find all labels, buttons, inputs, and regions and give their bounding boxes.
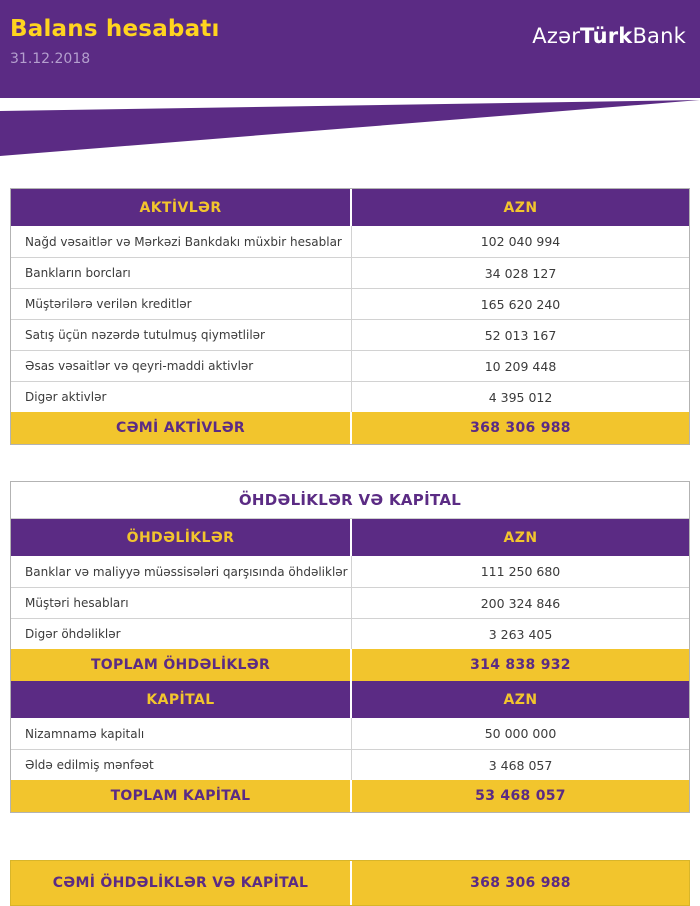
grand-total-row <box>11 861 689 905</box>
assets-total-row <box>11 412 689 444</box>
assets-table <box>10 188 690 445</box>
page-title: Balans hesabatı <box>10 16 220 42</box>
row-value: 50 000 000 <box>484 726 557 741</box>
row-label: Digər öhdəliklər <box>11 619 352 649</box>
total-label: TOPLAM ÖHDƏLİKLƏR <box>11 649 352 681</box>
table-row <box>11 350 689 381</box>
row-value: 4 395 012 <box>488 389 553 405</box>
row-value: 3 468 057 <box>488 757 553 773</box>
row-value: 10 209 448 <box>484 358 557 374</box>
page-header <box>0 0 700 98</box>
total-label: TOPLAM KAPİTAL <box>11 780 352 812</box>
grand-total-label: CƏMİ ÖHDƏLİKLƏR VƏ KAPİTAL <box>11 861 352 905</box>
liabilities-currency-header: AZN <box>503 529 538 546</box>
row-label: Əsas vəsaitlər və qeyri-maddi aktivlər <box>11 351 352 381</box>
logo-part-turk: Türk <box>580 24 633 48</box>
row-value: 34 028 127 <box>484 265 557 281</box>
row-label: Digər aktivlər <box>11 382 352 412</box>
row-value: 52 013 167 <box>484 327 557 343</box>
row-label: Müştəri hesabları <box>11 588 352 618</box>
total-value: 314 838 932 <box>470 657 571 673</box>
row-label: Müştərilərə verilən kreditlər <box>11 289 352 319</box>
diagonal-decoration <box>0 98 700 158</box>
row-value: 102 040 994 <box>480 234 561 249</box>
liabilities-column-header: ÖHDƏLİKLƏR <box>11 519 352 556</box>
grand-total-value: 368 306 988 <box>470 875 571 891</box>
logo-part-bank: Bank <box>632 24 686 48</box>
table-row <box>11 556 689 587</box>
row-label: Nizamnamə kapitalı <box>11 718 352 749</box>
table-row <box>11 587 689 618</box>
table-row <box>11 749 689 780</box>
capital-header-row <box>11 681 689 718</box>
row-value: 111 250 680 <box>480 564 561 579</box>
table-row <box>11 257 689 288</box>
grand-total-bar <box>10 860 690 906</box>
total-value: 53 468 057 <box>475 788 566 804</box>
table-row <box>11 226 689 257</box>
table-row <box>11 718 689 749</box>
capital-currency-header: AZN <box>503 691 538 708</box>
row-label: Banklar və maliyyə müəssisələri qarşısında öhdəliklər <box>11 556 352 587</box>
row-label: Nağd vəsaitlər və Mərkəzi Bankdakı müxbir hesablar <box>11 226 352 257</box>
table-row <box>11 618 689 649</box>
report-date: 31.12.2018 <box>10 51 91 67</box>
liabilities-capital-title: ÖHDƏLİKLƏR VƏ KAPİTAL <box>11 482 689 519</box>
total-value: 368 306 988 <box>470 420 571 436</box>
table-row <box>11 319 689 350</box>
table-row <box>11 288 689 319</box>
row-value: 200 324 846 <box>480 595 561 611</box>
capital-total-row <box>11 780 689 812</box>
row-value: 3 263 405 <box>488 626 553 642</box>
row-label: Satış üçün nəzərdə tutulmuş qiymətlilər <box>11 320 352 350</box>
liabilities-header-row <box>11 519 689 556</box>
assets-column-header: AKTİVLƏR <box>11 189 352 226</box>
assets-currency-header: AZN <box>503 199 538 216</box>
row-label: Bankların borcları <box>11 258 352 288</box>
table-row <box>11 381 689 412</box>
assets-header-row <box>11 189 689 226</box>
bank-logo <box>532 24 686 48</box>
total-label: CƏMİ AKTİVLƏR <box>11 412 352 444</box>
row-label: Əldə edilmiş mənfəət <box>11 750 352 780</box>
capital-column-header: KAPİTAL <box>11 681 352 718</box>
liabilities-total-row <box>11 649 689 681</box>
row-value: 165 620 240 <box>480 296 561 312</box>
logo-part-azer: Azər <box>532 24 581 48</box>
header-left <box>10 16 220 67</box>
liabilities-capital-table <box>10 481 690 813</box>
